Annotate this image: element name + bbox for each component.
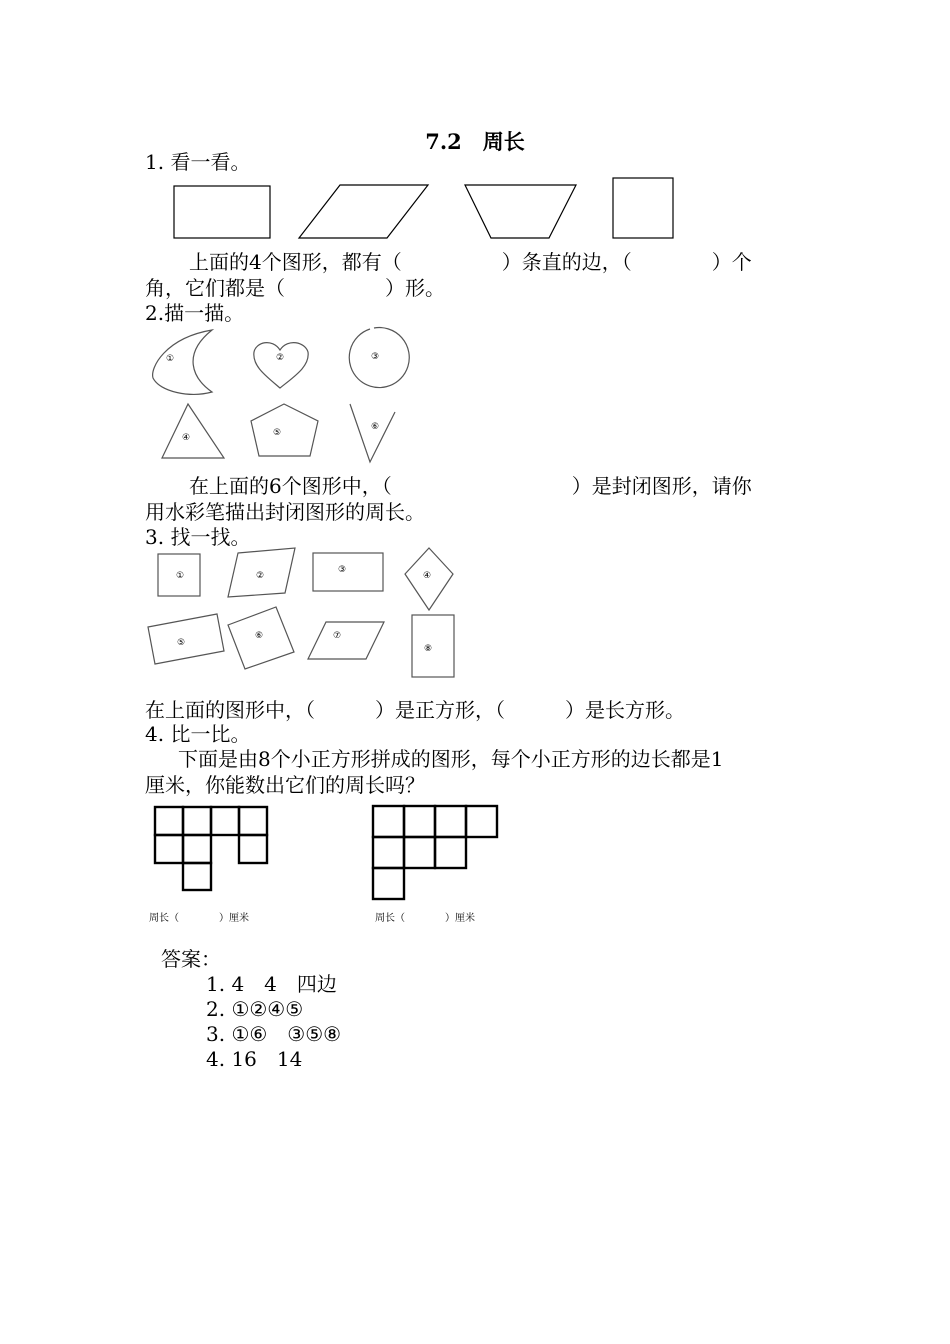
q4-figure-2 bbox=[373, 806, 497, 899]
answer-4: 4. 16 14 bbox=[206, 1047, 303, 1071]
svg-text:④: ④ bbox=[423, 571, 432, 581]
q3-heading: 3. 找一找。 bbox=[145, 525, 251, 549]
q2-label-2: ② bbox=[276, 353, 285, 363]
q4-caption-1: 周长（ ）厘米 bbox=[149, 913, 249, 924]
svg-text:③: ③ bbox=[338, 565, 347, 575]
q4-figure-1 bbox=[155, 807, 267, 890]
answer-1: 1. 4 4 四边 bbox=[206, 972, 337, 996]
q2-label-6: ⑥ bbox=[371, 422, 380, 432]
q2-label-1: ① bbox=[166, 354, 175, 364]
q1-line1: 上面的4个图形，都有（ ）条直的边，（ ）个 bbox=[189, 250, 752, 274]
q2-label-3: ③ bbox=[371, 352, 380, 362]
svg-text:⑧: ⑧ bbox=[424, 644, 433, 654]
q4-heading: 4. 比一比。 bbox=[145, 722, 251, 746]
answer-3: 3. ①⑥ ③⑤⑧ bbox=[206, 1022, 342, 1046]
q4-line1: 下面是由8个小正方形拼成的图形，每个小正方形的边长都是1 bbox=[178, 747, 724, 771]
svg-text:⑤: ⑤ bbox=[177, 638, 186, 648]
q2-line2: 用水彩笔描出封闭图形的周长。 bbox=[145, 500, 425, 524]
q2-label-4: ④ bbox=[182, 433, 191, 443]
answers-heading: 答案： bbox=[161, 947, 221, 971]
answer-2: 2. ①②④⑤ bbox=[206, 997, 304, 1021]
svg-text:①: ① bbox=[176, 571, 185, 581]
page-title: 7.2 周长 bbox=[425, 129, 525, 154]
q3-line1: 在上面的图形中，（ ）是正方形，（ ）是长方形。 bbox=[145, 698, 685, 722]
q1-line2: 角，它们都是（ ）形。 bbox=[145, 276, 445, 300]
q2-heading: 2.描一描。 bbox=[145, 301, 245, 325]
svg-text:⑥: ⑥ bbox=[255, 631, 264, 641]
svg-text:⑦: ⑦ bbox=[333, 631, 342, 641]
q1-heading: 1. 看一看。 bbox=[145, 150, 251, 174]
svg-text:②: ② bbox=[256, 571, 265, 581]
q4-caption-2: 周长（ ）厘米 bbox=[375, 913, 475, 924]
q4-line2: 厘米，你能数出它们的周长吗？ bbox=[145, 773, 425, 797]
q2-line1: 在上面的6个图形中，（ ）是封闭图形，请你 bbox=[189, 474, 752, 498]
q2-label-5: ⑤ bbox=[273, 428, 282, 438]
